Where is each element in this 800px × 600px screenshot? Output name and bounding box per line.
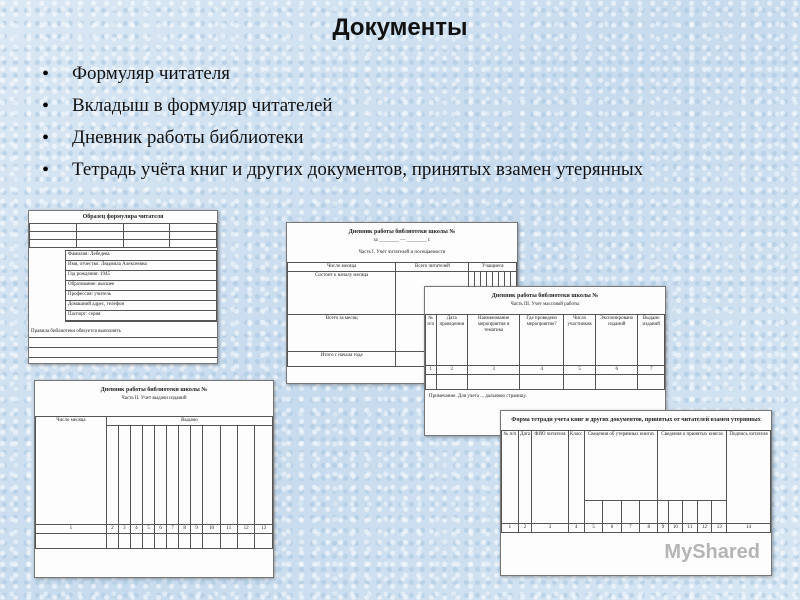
doc-fields xyxy=(65,250,217,322)
doc-heading: Дневник работы библиотеки школы № xyxy=(348,229,456,235)
table-cell: Итого с начала года xyxy=(288,352,396,367)
table-header: Выдано изданий xyxy=(638,315,665,366)
reader-form-image xyxy=(28,210,218,364)
table-header: Выдано xyxy=(106,417,272,426)
table-cell: 13 xyxy=(255,525,273,534)
table-cell: 1 xyxy=(36,525,107,534)
table-cell: Состоит к началу месяца xyxy=(288,272,396,315)
table-cell: 7 xyxy=(621,524,639,533)
table-cell: 5 xyxy=(142,525,154,534)
doc-heading: Дневник работы библиотеки школы № xyxy=(100,387,208,393)
table-cell: 8 xyxy=(179,525,191,534)
table-header: Наименование мероприятия и тематика xyxy=(467,315,519,366)
table-cell: 11 xyxy=(683,524,697,533)
table-cell: 4 xyxy=(130,525,142,534)
table-cell: 1 xyxy=(502,524,519,533)
table-cell: 12 xyxy=(237,525,255,534)
doc-heading: Дневник работы библиотеки школы № xyxy=(491,293,599,299)
table-header: Дата проведения xyxy=(436,315,467,366)
bullet-list xyxy=(40,58,643,186)
doc-subheading: Часть II. Учет выдачи изданий xyxy=(121,396,187,401)
table-header: Сведения об утерянных книгах xyxy=(584,431,658,501)
table-header: Всего читателей xyxy=(396,263,469,272)
slide-title: Документы xyxy=(332,14,468,41)
doc-line: Образование: высшее xyxy=(66,281,216,291)
table-cell: 12 xyxy=(697,524,712,533)
table-cell: 4 xyxy=(520,366,564,375)
doc-table xyxy=(29,223,217,248)
table-header: Число месяца xyxy=(36,417,107,525)
table-header: Класс xyxy=(568,431,584,524)
diary-part2-image xyxy=(34,380,274,578)
doc-date-line: за ________ — ________ г. xyxy=(373,238,431,243)
doc-line: Профессия: учитель xyxy=(66,291,216,301)
table-cell: 6 xyxy=(155,525,167,534)
doc-heading: Форма тетради учета книг и других документов, принятых от читателей взамен утерянных xyxy=(511,417,761,423)
table-cell: 11 xyxy=(220,525,237,534)
doc-line xyxy=(29,338,217,348)
doc-line: Фамилия: Лебедева xyxy=(66,251,216,261)
table-header: № п/п xyxy=(502,431,519,524)
bullet-item: • Тетрадь учёта книг и других документов, принятых взамен утерянных xyxy=(40,154,643,186)
table-cell: 10 xyxy=(668,524,683,533)
table-cell: 9 xyxy=(658,524,668,533)
table-header: Где проведено мероприятие? xyxy=(520,315,564,366)
bullet-item: • Дневник работы библиотеки xyxy=(40,122,643,154)
table-cell: 2 xyxy=(436,366,467,375)
table-cell: 6 xyxy=(603,524,621,533)
table-cell: 2 xyxy=(518,524,532,533)
table-header: Подпись читателя xyxy=(727,431,771,524)
bullet-item: • Вкладыш в формуляр читателей xyxy=(40,90,643,122)
table-header: ФИО читателя xyxy=(532,431,568,524)
watermark-logo: MyShared xyxy=(664,541,760,563)
table-cell: 10 xyxy=(203,525,221,534)
table-cell: 7 xyxy=(638,366,665,375)
table-cell: 2 xyxy=(106,525,118,534)
table-header: № п/п xyxy=(426,315,437,366)
doc-heading: Образец формуляра читателя xyxy=(82,214,164,220)
table-cell: 3 xyxy=(467,366,519,375)
table-cell: 14 xyxy=(727,524,771,533)
table-header: Экспонировано изданий xyxy=(596,315,638,366)
table-cell: 8 xyxy=(640,524,658,533)
table-cell: 6 xyxy=(596,366,638,375)
table-header: Сведения о принятых книгах xyxy=(658,431,727,501)
doc-line: Год рождения: 1945 xyxy=(66,271,216,281)
bullet-item: • Формуляр читателя xyxy=(40,58,643,90)
doc-line: Имя, отчество: Людмила Алексеевна xyxy=(66,261,216,271)
doc-table xyxy=(35,416,273,549)
table-cell: 9 xyxy=(191,525,203,534)
table-cell: 3 xyxy=(532,524,568,533)
table-cell: 13 xyxy=(712,524,727,533)
table-cell: 5 xyxy=(584,524,602,533)
doc-line: Домашний адрес, телефон xyxy=(66,301,216,311)
table-cell: 5 xyxy=(564,366,596,375)
doc-line: Правила библиотеки обязуется выполнять xyxy=(29,328,217,338)
doc-table xyxy=(501,430,771,533)
table-cell: 7 xyxy=(167,525,179,534)
doc-subheading: Часть I. Учет читателей и посещаемости xyxy=(358,250,446,255)
table-header: Число месяца xyxy=(288,263,396,272)
doc-line: Паспорт: серия xyxy=(66,311,216,321)
table-cell: 3 xyxy=(118,525,130,534)
table-cell: 1 xyxy=(426,366,437,375)
doc-table xyxy=(425,314,665,390)
doc-line xyxy=(29,348,217,358)
table-header: Число участников xyxy=(564,315,596,366)
table-header: Дата xyxy=(518,431,532,524)
table-cell: 4 xyxy=(568,524,584,533)
doc-note: Примечание. Для учета ... дальнюю страницу. xyxy=(429,394,527,399)
doc-subheading: Часть III. Учет массовой работы xyxy=(510,302,580,307)
table-header: Учащиеся xyxy=(469,263,517,272)
table-cell: Всего за месяц xyxy=(288,315,396,352)
